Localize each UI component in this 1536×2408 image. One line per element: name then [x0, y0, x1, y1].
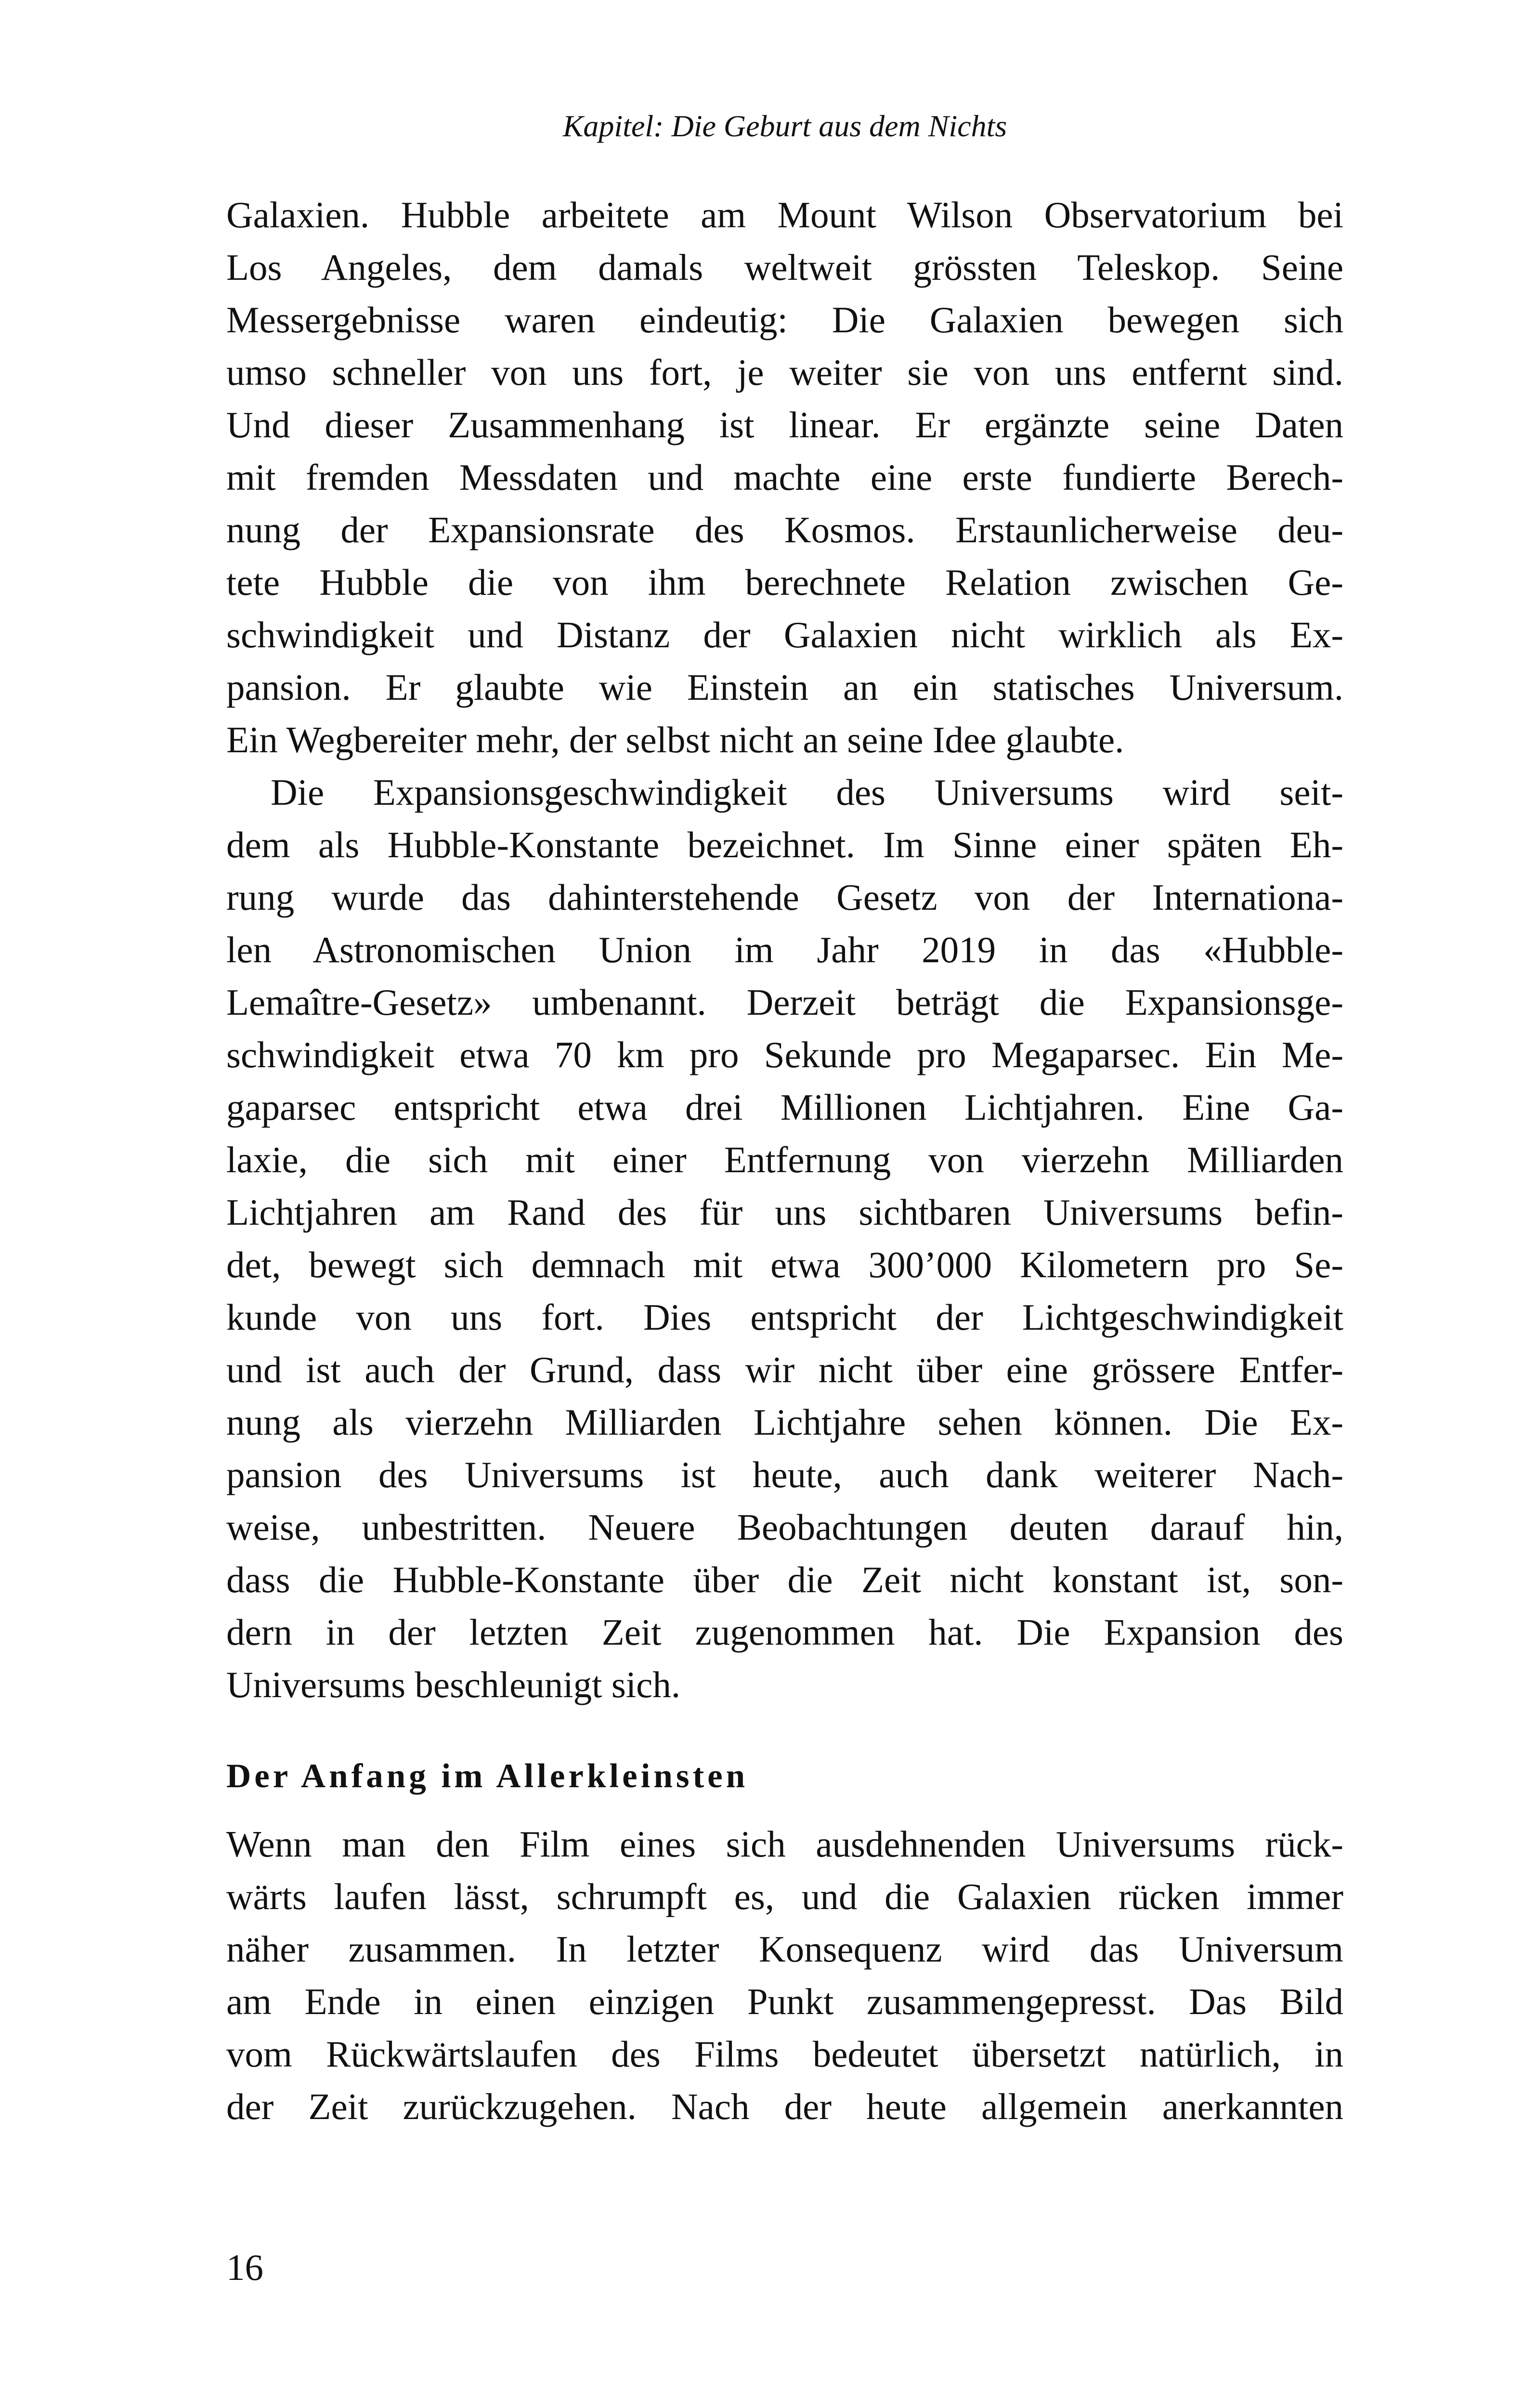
section-heading: Der Anfang im Allerkleinsten [226, 1757, 749, 1795]
text-line: Los Angeles, dem damals weltweit grössten Teleskop. Seine [226, 247, 1343, 288]
paragraph-2 [226, 766, 1343, 1711]
section-paragraph [226, 1818, 1343, 2133]
text-line: der Zeit zurückzugehen. Nach der heute allgemein anerkannten [226, 2086, 1343, 2127]
text-line: pansion des Universums ist heute, auch dank weiterer Nach- [226, 1454, 1343, 1495]
text-line: weise, unbestritten. Neuere Beobachtungen deuten darauf hin, [226, 1506, 1343, 1548]
text-line: Ein Wegbereiter mehr, der selbst nicht an seine Idee glaubte. [226, 719, 1124, 760]
text-line: gaparsec entspricht etwa drei Millionen Lichtjahren. Eine Ga- [226, 1086, 1343, 1128]
text-line: rung wurde das dahinterstehende Gesetz von der Internationa- [226, 877, 1343, 918]
text-line: dem als Hubble-Konstante bezeichnet. Im Sinne einer späten Eh- [226, 824, 1343, 865]
text-line: Und dieser Zusammenhang ist linear. Er ergänzte seine Daten [226, 404, 1343, 445]
text-line: und ist auch der Grund, dass wir nicht über eine grössere Entfer- [226, 1349, 1343, 1390]
text-line: Universums beschleunigt sich. [226, 1664, 681, 1705]
text-line: Galaxien. Hubble arbeitete am Mount Wilson Observatorium bei [226, 194, 1343, 236]
text-line: det, bewegt sich demnach mit etwa 300’000 Kilometern pro Se- [226, 1244, 1343, 1285]
text-line: Wenn man den Film eines sich ausdehnenden Universums rück- [226, 1823, 1343, 1865]
text-line: Lemaître-Gesetz» umbenannt. Derzeit beträgt die Expansionsge- [226, 982, 1343, 1023]
text-line: laxie, die sich mit einer Entfernung von vierzehn Milliarden [226, 1139, 1343, 1180]
text-line: mit fremden Messdaten und machte eine erste fundierte Berech- [226, 457, 1343, 498]
text-line: näher zusammen. In letzter Konsequenz wird das Universum [226, 1928, 1343, 1970]
text-line: vom Rückwärtslaufen des Films bedeutet übersetzt natürlich, in [226, 2033, 1343, 2075]
text-line: Die Expansionsgeschwindigkeit des Universums wird seit- [271, 772, 1343, 813]
text-line: umso schneller von uns fort, je weiter sie von uns entfernt sind. [226, 352, 1343, 393]
text-line: wärts laufen lässt, schrumpft es, und die Galaxien rücken immer [226, 1876, 1343, 1917]
text-line: len Astronomischen Union im Jahr 2019 in das «Hubble- [226, 929, 1343, 970]
text-line: nung der Expansionsrate des Kosmos. Erstaunlicherweise deu- [226, 509, 1343, 550]
page-number: 16 [226, 2247, 263, 2288]
paragraph-1 [226, 189, 1343, 766]
text-line: dass die Hubble-Konstante über die Zeit nicht konstant ist, son- [226, 1559, 1343, 1600]
text-line: schwindigkeit und Distanz der Galaxien nicht wirklich als Ex- [226, 614, 1343, 655]
text-line: schwindigkeit etwa 70 km pro Sekunde pro Megaparsec. Ein Me- [226, 1034, 1343, 1075]
text-line: dern in der letzten Zeit zugenommen hat. Die Expansion des [226, 1611, 1343, 1653]
running-head: Kapitel: Die Geburt aus dem Nichts [562, 109, 1007, 143]
text-line: tete Hubble die von ihm berechnete Relation zwischen Ge- [226, 562, 1343, 603]
text-line: Lichtjahren am Rand des für uns sichtbaren Universums befin- [226, 1191, 1343, 1233]
text-line: kunde von uns fort. Dies entspricht der Lichtgeschwindigkeit [226, 1296, 1343, 1338]
text-line: pansion. Er glaubte wie Einstein an ein statisches Universum. [226, 667, 1343, 708]
text-line: Messergebnisse waren eindeutig: Die Galaxien bewegen sich [226, 299, 1343, 340]
text-line: nung als vierzehn Milliarden Lichtjahre sehen können. Die Ex- [226, 1401, 1343, 1443]
text-line: am Ende in einen einzigen Punkt zusammengepresst. Das Bild [226, 1981, 1343, 2022]
